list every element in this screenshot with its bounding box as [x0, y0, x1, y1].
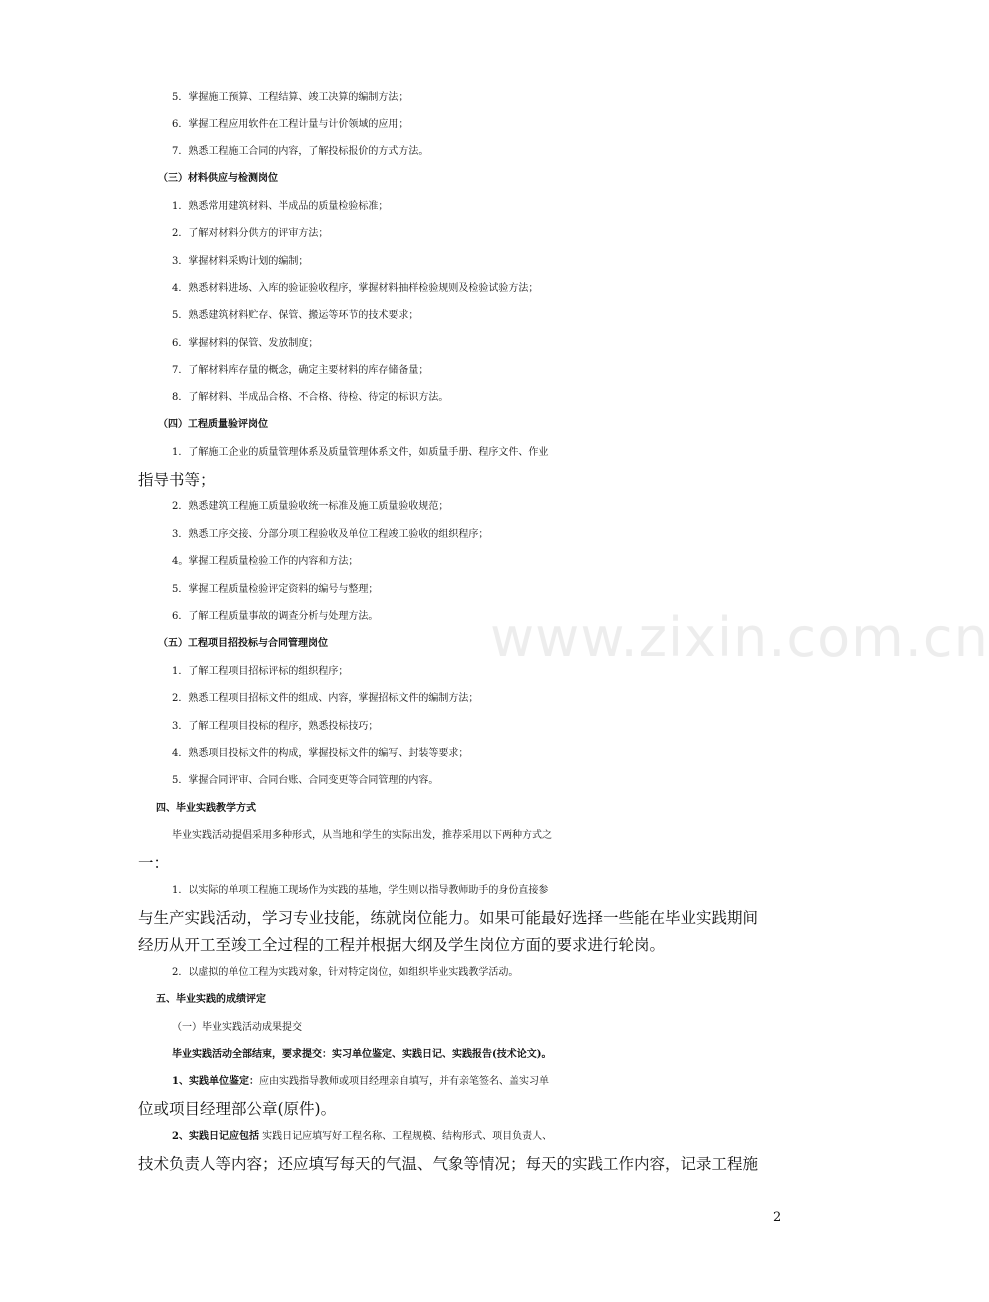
text-line: 一：	[138, 854, 170, 872]
text-line: 与生产实践活动，学习专业技能，练就岗位能力。如果可能最好选择一些能在毕业实践期间	[138, 909, 759, 927]
chapter-heading: 四、毕业实践教学方式	[156, 803, 256, 814]
text-line: 4．熟悉项目投标文件的构成，掌握投标文件的编写、封装等要求；	[172, 748, 469, 759]
text-line: 8．了解材料、半成品合格、不合格、待检、待定的标识方法。	[172, 392, 449, 403]
text-line: 2．以虚拟的单位工程为实践对象，针对特定岗位，如组织毕业实践教学活动。	[172, 967, 519, 978]
text-line: 1．了解施工企业的质量管理体系及质量管理体系文件，如质量手册、程序文件、作业	[172, 447, 549, 458]
text-line: 6．掌握材料的保管、发放制度；	[172, 338, 319, 349]
text-line: 指导书等；	[138, 471, 216, 489]
watermark: www.zixin.com.cn	[490, 606, 989, 669]
text-line: 4。掌握工程质量检验工作的内容和方法；	[172, 556, 359, 567]
text-line: （一）毕业实践活动成果提交	[172, 1022, 302, 1033]
text-line: 2．熟悉工程项目招标文件的组成、内容，掌握招标文件的编制方法；	[172, 693, 479, 704]
text-line: 毕业实践活动提倡采用多种形式，从当地和学生的实际出发，推荐采用以下两种方式之	[172, 830, 552, 841]
text-line: 2．熟悉建筑工程施工质量验收统一标准及施工质量验收规范；	[172, 501, 449, 512]
text-line	[172, 1127, 820, 1147]
text-line: 7．了解材料库存量的概念，确定主要材料的库存储备量；	[172, 365, 429, 376]
page-number: 2	[773, 1210, 782, 1225]
section-heading: （四）工程质量验评岗位	[158, 419, 268, 430]
chapter-heading: 五、毕业实践的成绩评定	[156, 994, 266, 1005]
text-line: 1．了解工程项目招标评标的组织程序；	[172, 666, 349, 677]
text-line: 3．了解工程项目投标的程序，熟悉投标技巧；	[172, 721, 379, 732]
text-line: 5．掌握合同评审、合同台账、合同变更等合同管理的内容。	[172, 775, 439, 786]
inline-text: 实践日记应填写好工程名称、工程规模、结构形式、项目负责人、	[258, 1131, 553, 1142]
inline-text: 应由实践指导教师或项目经理亲自填写，并有亲笔签名、盖实习单	[258, 1076, 549, 1087]
text-line: 7．熟悉工程施工合同的内容，了解投标报价的方式方法。	[172, 146, 429, 157]
inline-bold-label: 1、实践单位鉴定：	[172, 1076, 259, 1087]
text-line: 位或项目经理部公章(原件)。	[138, 1100, 337, 1118]
inline-bold-label: 2、实践日记应包括	[172, 1131, 259, 1142]
text-line: 2．了解对材料分供方的评审方法；	[172, 228, 329, 239]
text-line: 5．熟悉建筑材料贮存、保管、搬运等环节的技术要求；	[172, 310, 419, 321]
text-line: 6．掌握工程应用软件在工程计量与计价领域的应用；	[172, 119, 409, 130]
text-line: 1．熟悉常用建筑材料、半成品的质量检验标准；	[172, 201, 389, 212]
text-line: 5．掌握工程质量检验评定资料的编号与整理；	[172, 584, 379, 595]
text-line: 1．以实际的单项工程施工现场作为实践的基地，学生则以指导教师助手的身份直接参	[172, 885, 549, 896]
text-line	[172, 1072, 820, 1092]
text-line: 技术负责人等内容；还应填写每天的气温、气象等情况；每天的实践工作内容，记录工程施	[138, 1155, 759, 1173]
text-line: 3．熟悉工序交接、分部分项工程验收及单位工程竣工验收的组织程序；	[172, 529, 489, 540]
text-line: 4．熟悉材料进场、入库的验证验收程序，掌握材料抽样检验规则及检验试验方法；	[172, 283, 539, 294]
text-line-bold: 毕业实践活动全部结束，要求提交：实习单位鉴定、实践日记、实践报告(技术论文)。	[172, 1049, 552, 1060]
section-heading: （三）材料供应与检测岗位	[158, 173, 278, 184]
text-line: 6．了解工程质量事故的调查分析与处理方法。	[172, 611, 379, 622]
text-line: 5．掌握施工预算、工程结算、竣工决算的编制方法；	[172, 92, 409, 103]
text-line: 经历从开工至竣工全过程的工程并根据大纲及学生岗位方面的要求进行轮岗。	[138, 936, 666, 954]
section-heading: （五）工程项目招投标与合同管理岗位	[158, 638, 328, 649]
text-line: 3．掌握材料采购计划的编制；	[172, 256, 309, 267]
